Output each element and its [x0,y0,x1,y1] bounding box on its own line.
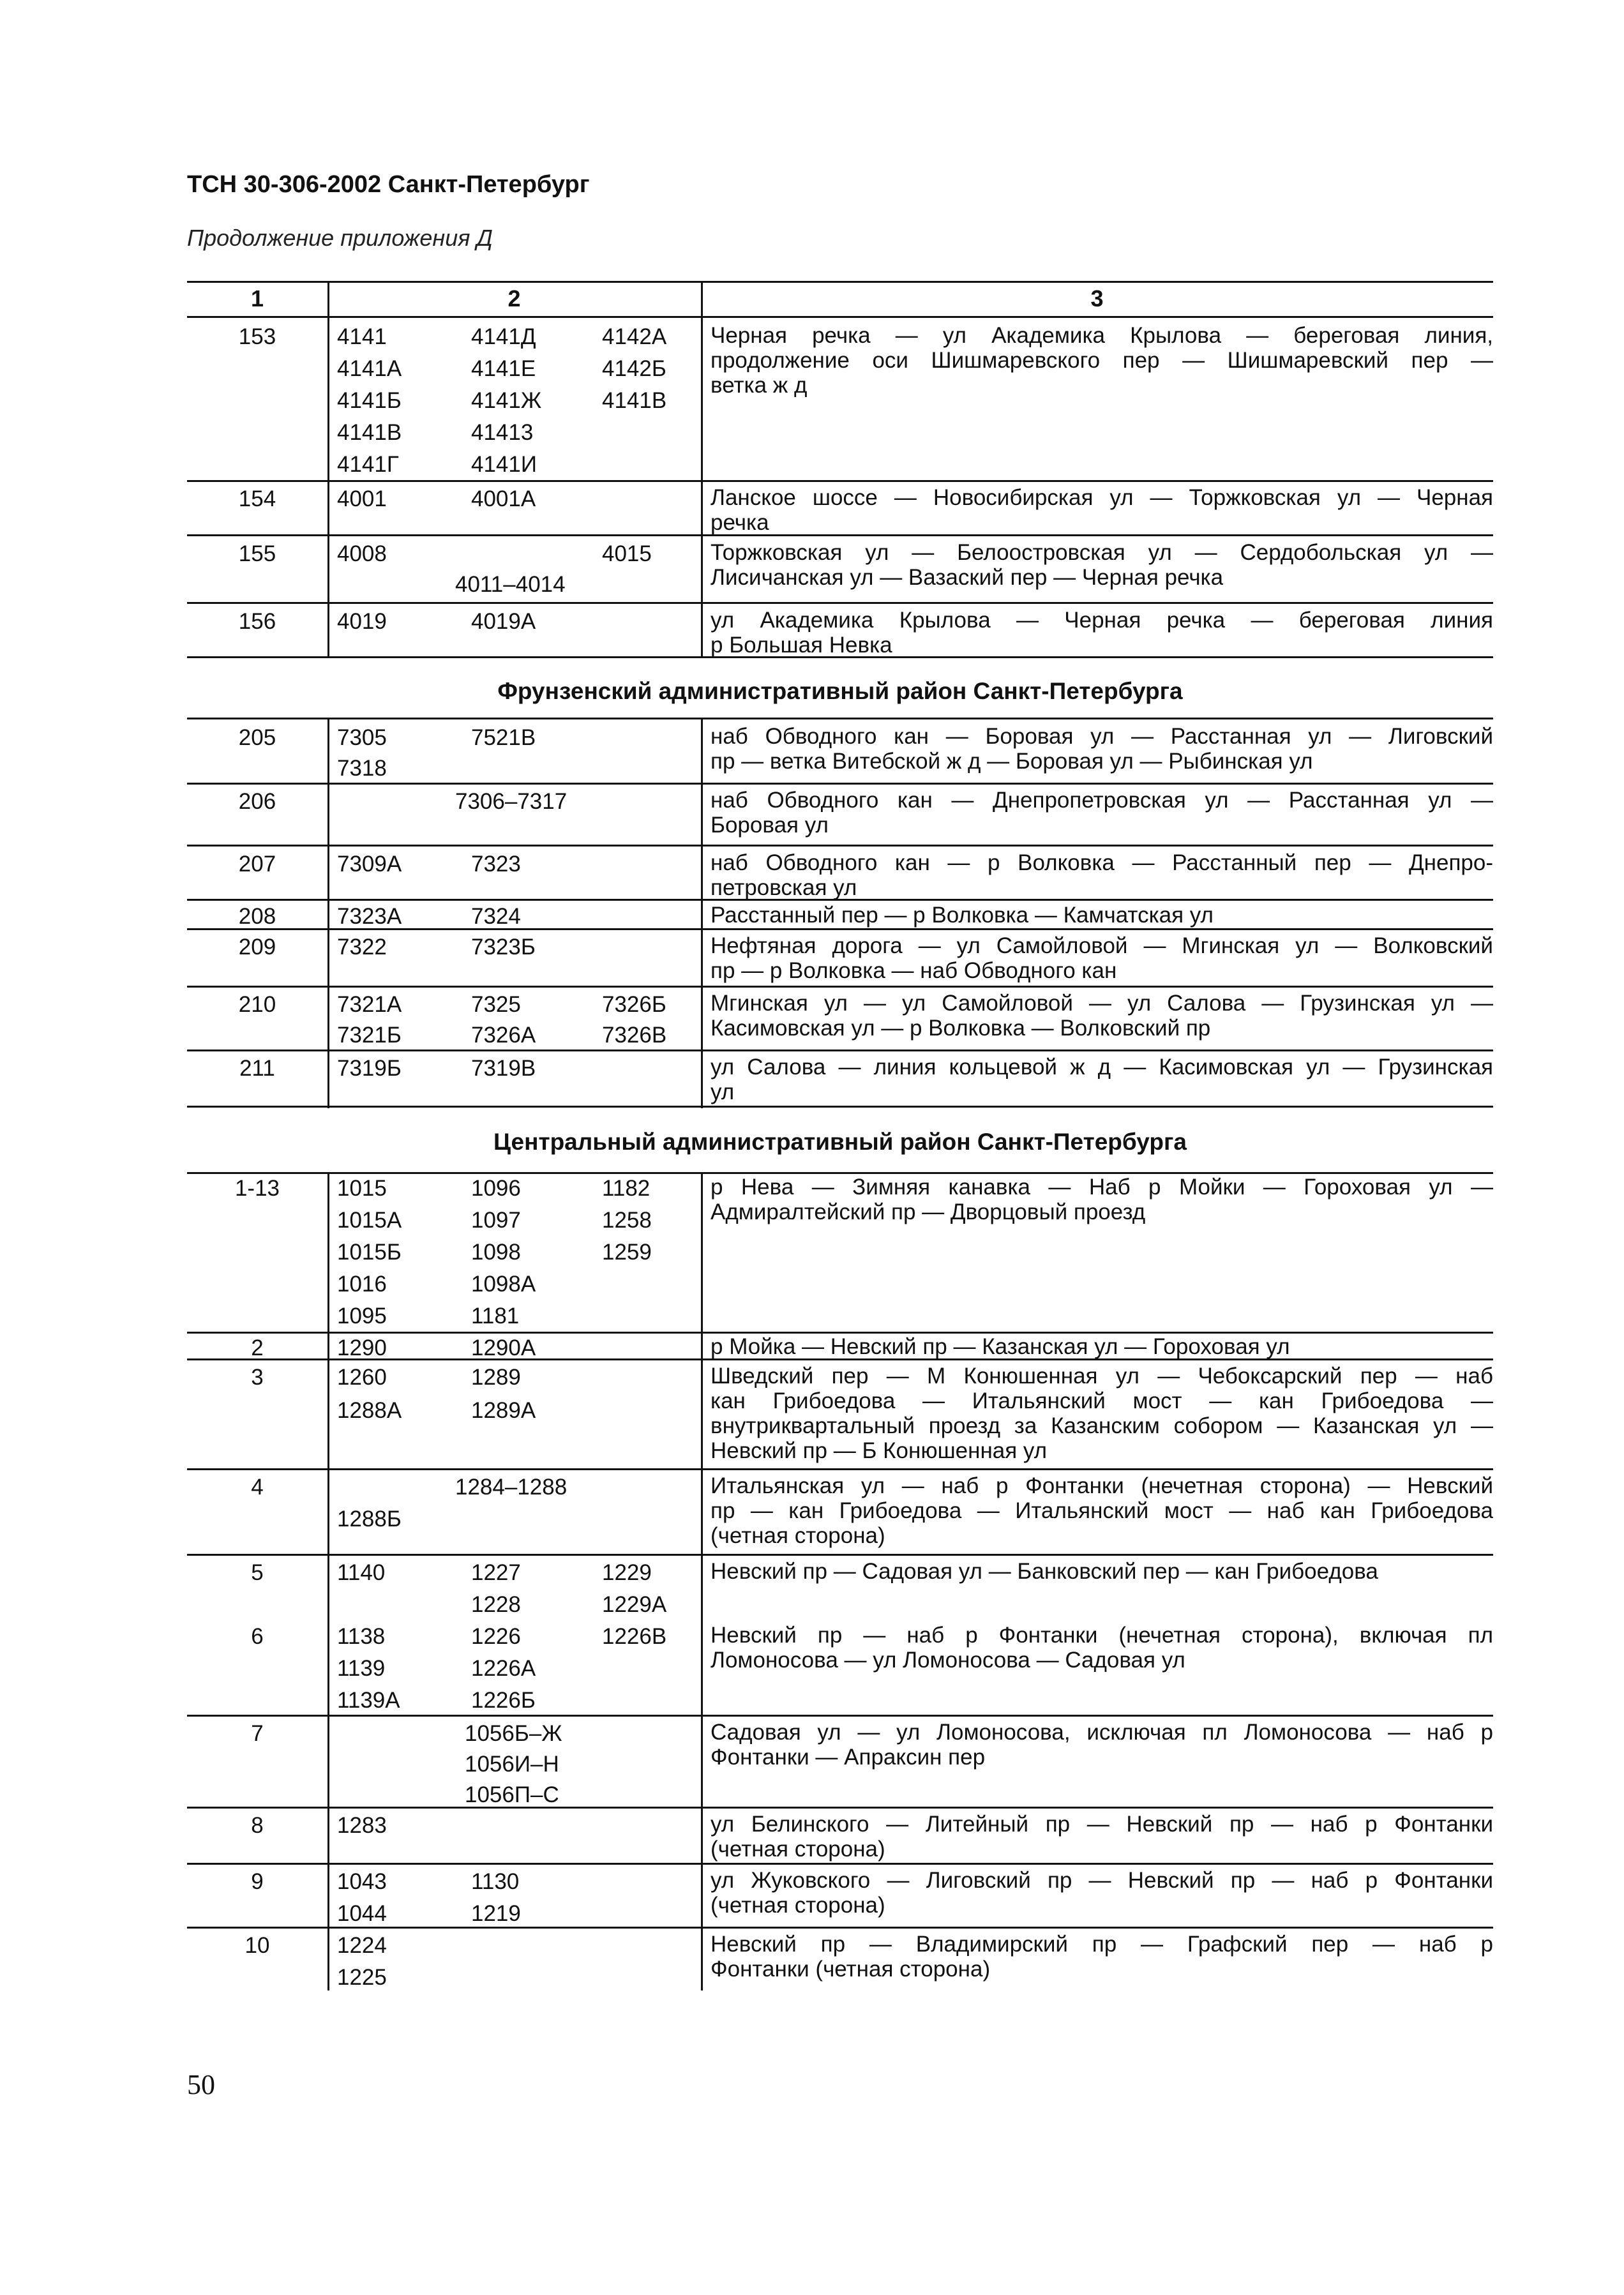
code: 7323А [337,904,402,929]
row-number: 3 [251,1365,264,1390]
row-number: 9 [251,1869,264,1894]
code: 4015 [602,541,652,566]
code: 1219 [471,1901,521,1926]
code: 1284–1288 [455,1475,568,1500]
code: 1015А [337,1208,402,1233]
code: 1096 [471,1176,521,1201]
code: 1290 [337,1336,387,1360]
code: 4142А [602,324,667,349]
code: 1229А [602,1592,667,1617]
code: 7324 [471,904,521,929]
code: 1225 [337,1965,387,1990]
column-header-1: 1 [250,285,264,312]
row-description: Нефтяная дорога — ул Самойловой — Мгинская ул — Волковский пр — р Волковка — наб Обводного кан [710,933,1493,983]
code: 1016 [337,1272,387,1297]
row-number: 211 [239,1056,275,1081]
code: 4141Е [471,356,536,381]
row-description: ул Жуковского — Лиговский пр — Невский пр — наб р Фонтанки (четная сторона) [710,1868,1493,1918]
code: 1130 [471,1869,520,1894]
code: 7323Б [471,935,536,959]
code: 4141Д [471,324,536,349]
code: 1288А [337,1398,402,1423]
row-number: 207 [238,852,276,877]
code: 4141Ж [471,388,542,413]
row-number: 8 [251,1813,264,1838]
code: 4141 [337,324,387,349]
code: 7326Б [602,992,666,1017]
code: 7306–7317 [455,789,568,814]
code: 1138 [337,1624,386,1649]
code: 7319В [471,1056,536,1081]
row-number: 4 [251,1475,264,1500]
code: 4141Г [337,452,399,477]
code: 1098А [471,1272,536,1297]
code: 1258 [602,1208,652,1233]
code: 4011–4014 [455,572,566,597]
row-description: наб Обводного кан — р Волковка — Расстанный пер — Днепро- петровская ул [710,850,1493,900]
code: 1015Б [337,1240,402,1265]
row-number: 206 [238,789,276,814]
row-number: 208 [238,904,276,929]
code: 1056Б–Ж [465,1721,562,1746]
row-description: р Мойка — Невский пр — Казанская ул — Гороховая ул [710,1334,1290,1359]
row-number: 154 [238,486,276,511]
row-number: 155 [238,541,276,566]
page-number: 50 [187,2069,215,2100]
code: 1226 [471,1624,521,1649]
code: 1228 [471,1592,521,1617]
row-number: 209 [238,935,276,959]
code: 7323 [471,852,521,877]
code: 4001А [471,486,536,511]
code: 1097 [471,1208,521,1233]
code: 1044 [337,1901,387,1926]
code: 4001 [337,486,387,511]
section-title-central: Центральный административный район Санкт-Петербурга [493,1129,1187,1155]
code: 4141И [471,452,538,477]
code: 7521В [471,725,536,750]
row-number: 205 [238,725,276,750]
row-number: 210 [238,992,276,1017]
code: 7326В [602,1023,667,1048]
row-number: 153 [238,324,276,349]
row-description: Мгинская ул — ул Самойловой — ул Салова — Грузинская ул — Касимовская ул — р Волковка — Волковский пр [710,991,1493,1041]
code: 7318 [337,756,387,781]
code: 41413 [471,420,534,445]
row-description: Невский пр — Садовая ул — Банковский пер — кан Грибоедова [710,1559,1378,1584]
row-description: наб Обводного кан — Боровая ул — Расстанная ул — Лиговский пр — ветка Витебской ж д — Боровая ул — Рыбинская ул [710,724,1493,774]
code: 4008 [337,541,387,566]
code: 1098 [471,1240,521,1265]
code: 1226Б [471,1688,536,1713]
code: 1227 [471,1560,521,1585]
row-number: 5 [251,1560,264,1585]
row-number: 2 [251,1336,264,1360]
continuation-note: Продолжение приложения Д [187,225,493,251]
code: 1283 [337,1813,387,1838]
column-header-3: 3 [1090,285,1104,312]
code: 1229 [602,1560,652,1585]
code: 1140 [337,1560,386,1585]
row-description: Невский пр — Владимирский пр — Графский пер — наб р Фонтанки (четная сторона) [710,1932,1493,1982]
row-number: 1-13 [234,1176,280,1201]
page-header: ТСН 30-306-2002 Санкт-Петербург [187,171,590,198]
code: 1181 [471,1304,520,1328]
code: 1259 [602,1240,652,1265]
row-description: ул Академика Крылова — Черная речка — береговая линия р Большая Невка [710,608,1493,658]
row-description: Ланское шоссе — Новосибирская ул — Торжковская ул — Черная речка [710,485,1493,535]
code: 1056И–Н [465,1752,559,1777]
code: 1095 [337,1304,387,1328]
row-description: Шведский пер — М Конюшенная ул — Чебоксарский пер — наб кан Грибоедова — Итальянский мост — кан Грибоедова — внутриквартальный проезд за Казанским собором — Казанская ул — Невский пр — Б Конюшенная ул [710,1364,1493,1463]
row-description: Черная речка — ул Академика Крылова — береговая линия, продолжение оси Шишмаревского пер — Шишмаревский пер — ветка ж д [710,323,1493,398]
row-description: Невский пр — наб р Фонтанки (нечетная сторона), включая пл Ломоносова — ул Ломоносова — Садовая ул [710,1623,1493,1673]
section-title-frunze: Фрунзенский административный район Санкт-Петербурга [497,678,1183,704]
row-description: Торжковская ул — Белоостровская ул — Сердобольская ул — Лисичанская ул — Вазаский пер — Черная речка [710,540,1493,590]
code: 4141В [602,388,667,413]
code: 1290А [471,1336,536,1360]
code: 4019А [471,609,536,634]
code: 4141Б [337,388,402,413]
code: 1289А [471,1398,536,1423]
code: 4019 [337,609,387,634]
row-description: наб Обводного кан — Днепропетровская ул — Расстанная ул — Боровая ул [710,788,1493,838]
row-description: Садовая ул — ул Ломоносова, исключая пл Ломоносова — наб р Фонтанки — Апраксин пер [710,1720,1493,1770]
code: 7321А [337,992,402,1017]
code: 1043 [337,1869,387,1894]
row-description: р Нева — Зимняя канавка — Наб р Мойки — Гороховая ул — Адмиралтейский пр — Дворцовый проезд [710,1175,1493,1224]
code: 7319Б [337,1056,402,1081]
row-description: ул Белинского — Литейный пр — Невский пр — наб р Фонтанки (четная сторона) [710,1812,1493,1862]
code: 1139 [337,1656,386,1681]
code: 4142Б [602,356,666,381]
code: 7309А [337,852,402,877]
code: 1182 [602,1176,650,1201]
code: 7321Б [337,1023,402,1048]
code: 7326А [471,1023,536,1048]
row-description: ул Салова — линия кольцевой ж д — Касимовская ул — Грузинская ул [710,1055,1493,1104]
row-number: 156 [238,609,276,634]
row-number: 6 [251,1624,264,1649]
code: 1288Б [337,1507,402,1531]
code: 4141А [337,356,402,381]
code: 7325 [471,992,521,1017]
code: 4141В [337,420,402,445]
row-number: 10 [244,1933,270,1958]
row-description: Расстанный пер — р Волковка — Камчатская ул [710,903,1214,928]
code: 1260 [337,1365,387,1390]
row-description: Итальянская ул — наб р Фонтанки (нечетная сторона) — Невский пр — кан Грибоедова — Итальянский мост — наб кан Грибоедова (четная сторона) [710,1473,1493,1548]
column-header-2: 2 [508,285,521,312]
code: 1056П–С [465,1782,559,1807]
code: 1015 [337,1176,387,1201]
code: 1224 [337,1933,387,1958]
code: 1226А [471,1656,536,1681]
code: 1139А [337,1688,400,1713]
code: 1226В [602,1624,667,1649]
row-number: 7 [251,1721,264,1746]
code: 7322 [337,935,387,959]
code: 7305 [337,725,387,750]
code: 1289 [471,1365,521,1390]
